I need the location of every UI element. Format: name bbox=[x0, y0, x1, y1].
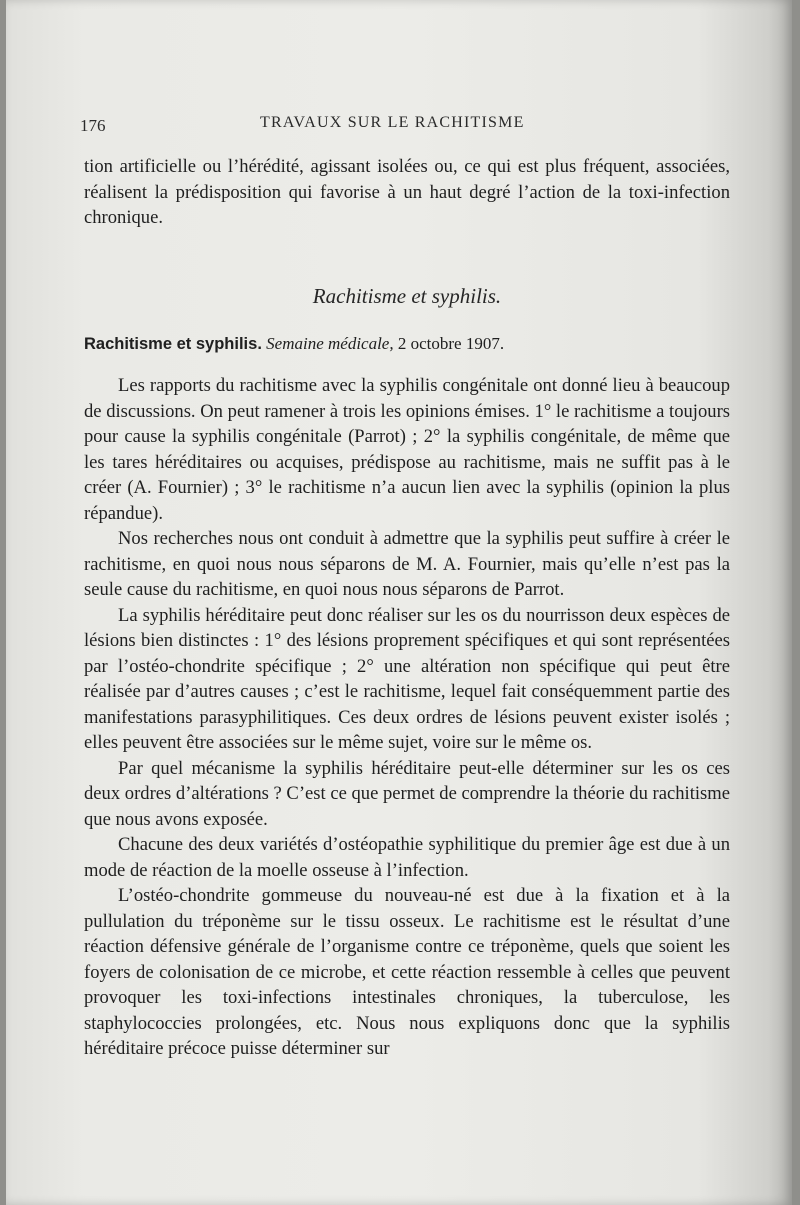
section-title: Rachitisme et syphilis. bbox=[312, 284, 502, 308]
reference-journal: Semaine médicale, bbox=[266, 334, 394, 353]
paragraph: Les rapports du rachitisme avec la syphilis congénitale ont donné lieu à beaucoup de discussions. On peut ramener à trois les opinions émises. 1° le rachitisme a toujours pour cause la syphilis congénitale (Parrot) ; 2° la syphilis congénitale, de même que les tares héréditaires ou acquises, prédispose au rachitisme, mais ne suffit pas à le créer (A. Fournier) ; 3° le rachitisme n’a aucun lien avec la syphilis (opinion la plus répandue). bbox=[84, 375, 730, 524]
paragraph: La syphilis héréditaire peut donc réaliser sur les os du nourrisson deux espèces de lésions bien distinctes : 1° des lésions proprement spécifiques et qui sont représentées par l’ostéo-chondrite spécifique ; 2° une altération non spécifique qui peut être réalisée par d’autres causes ; c’est le rachitisme, lequel fait conséquemment partie des manifestations parasyphilitiques. Ces deux ordres de lésions peuvent exister isolés ; elles peuvent être associées sur le même sujet, voire sur le même os. bbox=[84, 604, 730, 753]
paragraph: L’ostéo-chondrite gommeuse du nouveau-né est due à la fixation et à la pullulation du tréponème sur le tissu osseux. Le rachitisme est le résultat d’une réaction défensive générale de l’organisme contre ce tréponème, quels que soient les foyers de colonisation de ce microbe, et cette réaction ressemble à celles que peuvent provoquer les toxi-infections intestinales chroniques, la tuberculose, les staphylococcies prolongées, etc. Nous nous expliquons donc que la syphilis héréditaire précoce puisse déterminer sur bbox=[84, 885, 730, 1059]
reference-title: Rachitisme et syphilis. bbox=[84, 335, 262, 353]
page-number: 176 bbox=[80, 116, 106, 135]
continued-paragraph: tion artificielle ou l’hérédité, agissant isolées ou, ce qui est plus fréquent, associées, réalisent la prédisposition qui favorise à un haut degré l’action de la toxi-infection chronique. bbox=[84, 156, 730, 228]
bibliographic-reference bbox=[84, 334, 730, 354]
reference-date: 2 octobre 1907. bbox=[397, 334, 505, 353]
book-page bbox=[6, 0, 792, 1205]
paragraph: Par quel mécanisme la syphilis héréditaire peut-elle déterminer sur les os ces deux ordres d’altérations ? C’est ce que permet de comprendre la théorie du rachitisme que nous avons exposée. bbox=[84, 757, 730, 830]
running-title: TRAVAUX SUR LE RACHITISME bbox=[260, 114, 525, 131]
paragraph: Nos recherches nous ont conduit à admettre que la syphilis peut suffire à créer le rachitisme, en quoi nous nous séparons de M. A. Fournier, mais qu’elle n’est pas la seule cause du rachitisme, en quoi nous nous séparons de Parrot. bbox=[84, 528, 730, 600]
body-text bbox=[84, 373, 730, 1062]
page-header bbox=[80, 114, 730, 138]
paragraph: Chacune des deux variétés d’ostéopathie syphilitique du premier âge est due à un mode de réaction de la moelle osseuse à l’infection. bbox=[84, 834, 730, 881]
